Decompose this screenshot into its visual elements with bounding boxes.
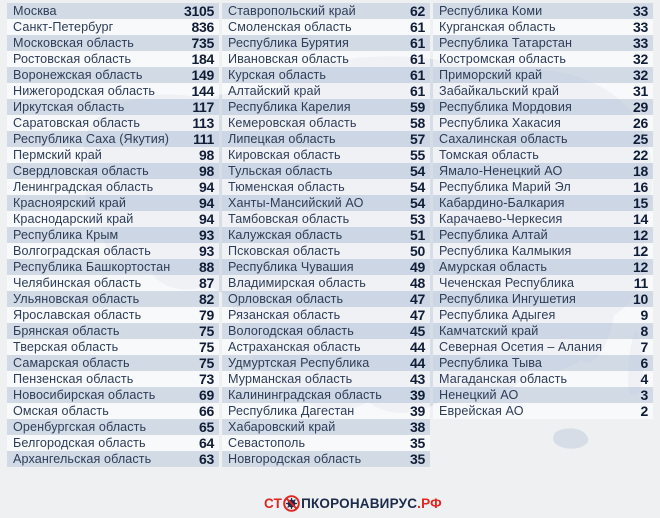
region-row [222, 371, 430, 387]
region-name: Ивановская область [228, 52, 349, 66]
region-name: Новгородская область [228, 452, 362, 466]
region-value: 32 [633, 67, 648, 83]
region-row [433, 195, 653, 211]
region-row [433, 163, 653, 179]
region-row [222, 259, 430, 275]
region-name: Пермский край [13, 148, 102, 162]
region-row [222, 115, 430, 131]
region-name: Ставропольский край [228, 4, 356, 18]
region-row [433, 307, 653, 323]
region-name: Магаданская область [439, 372, 568, 386]
region-value: 14 [633, 211, 648, 227]
region-name: Республика Чувашия [228, 260, 354, 274]
region-name: Пензенская область [13, 372, 134, 386]
stats-column-1 [7, 3, 219, 467]
region-value: 65 [199, 419, 214, 435]
region-name: Тюменская область [228, 180, 345, 194]
region-row [7, 115, 219, 131]
region-row [222, 291, 430, 307]
region-row [7, 19, 219, 35]
region-name: Брянская область [13, 324, 120, 338]
stats-column-2 [222, 3, 430, 467]
region-value: 45 [410, 323, 425, 339]
region-row [433, 243, 653, 259]
region-row [433, 35, 653, 51]
region-value: 94 [199, 195, 214, 211]
region-value: 75 [199, 323, 214, 339]
region-value: 33 [633, 19, 648, 35]
region-row [433, 211, 653, 227]
region-name: Тульская область [228, 164, 333, 178]
region-name: Еврейская АО [439, 404, 524, 418]
region-row [7, 211, 219, 227]
region-row [222, 67, 430, 83]
region-name: Иркутская область [13, 100, 125, 114]
region-name: Севастополь [228, 436, 306, 450]
region-name: Республика Крым [13, 228, 119, 242]
region-name: Ярославская область [13, 308, 142, 322]
region-name: Хабаровский край [228, 420, 336, 434]
region-value: 58 [410, 115, 425, 131]
region-row [433, 115, 653, 131]
region-name: Архангельская область [13, 452, 152, 466]
region-row [7, 451, 219, 467]
region-value: 66 [199, 403, 214, 419]
region-value: 54 [410, 163, 425, 179]
region-value: 113 [192, 115, 214, 131]
region-name: Республика Дагестан [228, 404, 355, 418]
region-value: 88 [199, 259, 214, 275]
region-row [222, 19, 430, 35]
region-value: 69 [199, 387, 214, 403]
region-value: 47 [410, 307, 425, 323]
region-row [7, 83, 219, 99]
region-name: Белгородская область [13, 436, 146, 450]
region-name: Республика Башкортостан [13, 260, 171, 274]
region-row [433, 131, 653, 147]
region-row [222, 243, 430, 259]
region-row [222, 339, 430, 355]
region-row [433, 323, 653, 339]
region-row [433, 227, 653, 243]
region-row [222, 179, 430, 195]
region-value: 62 [410, 3, 425, 19]
region-row [433, 387, 653, 403]
region-value: 31 [633, 83, 648, 99]
region-name: Вологодская область [228, 324, 354, 338]
region-value: 61 [410, 83, 425, 99]
region-name: Рязанская область [228, 308, 341, 322]
region-name: Санкт-Петербург [13, 20, 114, 34]
region-value: 15 [633, 195, 648, 211]
region-name: Москва [13, 4, 57, 18]
region-row [7, 35, 219, 51]
logo-text-suffix: .РФ [417, 495, 442, 511]
region-name: Ростовская область [13, 52, 132, 66]
region-value: 16 [633, 179, 648, 195]
region-value: 87 [199, 275, 214, 291]
region-value: 11 [633, 275, 648, 291]
region-name: Северная Осетия – Алания [439, 340, 603, 354]
region-value: 12 [633, 227, 648, 243]
region-value: 94 [199, 211, 214, 227]
region-value: 25 [633, 131, 648, 147]
region-row [433, 3, 653, 19]
region-row [222, 51, 430, 67]
region-name: Республика Тыва [439, 356, 542, 370]
region-row [7, 67, 219, 83]
region-row [222, 275, 430, 291]
region-value: 35 [410, 451, 425, 467]
region-value: 63 [199, 451, 214, 467]
region-name: Мурманская область [228, 372, 353, 386]
region-row [222, 451, 430, 467]
region-row [7, 227, 219, 243]
region-name: Тверская область [13, 340, 119, 354]
region-name: Приморский край [439, 68, 543, 82]
region-value: 53 [410, 211, 425, 227]
region-name: Саратовская область [13, 116, 141, 130]
region-value: 79 [199, 307, 214, 323]
region-value: 39 [410, 387, 425, 403]
region-name: Омская область [13, 404, 109, 418]
region-name: Орловская область [228, 292, 344, 306]
region-name: Краснодарский край [13, 212, 134, 226]
region-name: Республика Бурятия [228, 36, 349, 50]
region-value: 75 [199, 339, 214, 355]
region-row [222, 323, 430, 339]
region-row [7, 291, 219, 307]
region-value: 93 [199, 243, 214, 259]
region-value: 64 [199, 435, 214, 451]
region-name: Амурская область [439, 260, 547, 274]
region-row [222, 307, 430, 323]
region-name: Кировская область [228, 148, 341, 162]
region-name: Самарская область [13, 356, 130, 370]
region-name: Псковская область [228, 244, 341, 258]
region-name: Республика Хакасия [439, 116, 561, 130]
region-value: 94 [199, 179, 214, 195]
region-value: 73 [199, 371, 214, 387]
region-row [433, 83, 653, 99]
region-name: Калужская область [228, 228, 343, 242]
region-name: Карачаево-Черкесия [439, 212, 563, 226]
region-value: 54 [410, 179, 425, 195]
region-row [433, 179, 653, 195]
region-value: 38 [410, 419, 425, 435]
region-name: Забайкальский край [439, 84, 560, 98]
region-name: Сахалинская область [439, 132, 568, 146]
region-name: Республика Ингушетия [439, 292, 576, 306]
region-row [222, 227, 430, 243]
region-value: 3 [640, 387, 648, 403]
region-name: Оренбургская область [13, 420, 147, 434]
region-name: Республика Марий Эл [439, 180, 571, 194]
region-row [222, 387, 430, 403]
region-name: Тамбовская область [228, 212, 350, 226]
region-value: 184 [191, 51, 214, 67]
region-value: 48 [410, 275, 425, 291]
region-value: 32 [633, 51, 648, 67]
region-value: 9 [640, 307, 648, 323]
region-value: 33 [633, 35, 648, 51]
region-row [7, 195, 219, 211]
region-value: 61 [410, 35, 425, 51]
region-row [7, 3, 219, 19]
region-row [7, 275, 219, 291]
region-name: Ханты-Мансийский АО [228, 196, 364, 210]
region-name: Республика Коми [439, 4, 543, 18]
region-value: 10 [633, 291, 648, 307]
region-name: Курганская область [439, 20, 556, 34]
region-name: Республика Татарстан [439, 36, 573, 50]
region-name: Челябинская область [13, 276, 142, 290]
region-name: Кабардино-Балкария [439, 196, 565, 210]
region-value: 735 [191, 35, 214, 51]
region-row [7, 259, 219, 275]
region-row [7, 355, 219, 371]
region-value: 3105 [184, 3, 214, 19]
region-name: Ненецкий АО [439, 388, 519, 402]
region-row [433, 51, 653, 67]
region-row [7, 339, 219, 355]
region-row [433, 19, 653, 35]
region-name: Курская область [228, 68, 327, 82]
region-row [222, 35, 430, 51]
region-name: Красноярский край [13, 196, 127, 210]
region-row [7, 147, 219, 163]
region-value: 51 [410, 227, 425, 243]
region-name: Республика Мордовия [439, 100, 572, 114]
region-row [433, 339, 653, 355]
region-row [222, 211, 430, 227]
region-row [222, 195, 430, 211]
region-value: 50 [410, 243, 425, 259]
region-row [433, 355, 653, 371]
region-value: 93 [199, 227, 214, 243]
region-row [7, 371, 219, 387]
region-row [222, 403, 430, 419]
region-value: 117 [192, 99, 214, 115]
region-row [7, 435, 219, 451]
region-value: 18 [633, 163, 648, 179]
region-value: 39 [410, 403, 425, 419]
region-row [433, 147, 653, 163]
region-row [222, 355, 430, 371]
region-value: 836 [191, 19, 214, 35]
region-row [7, 419, 219, 435]
region-value: 61 [410, 67, 425, 83]
region-value: 12 [633, 259, 648, 275]
region-value: 75 [199, 355, 214, 371]
region-value: 144 [191, 83, 214, 99]
virus-prohibition-icon [283, 495, 300, 512]
region-value: 35 [410, 435, 425, 451]
region-value: 8 [640, 323, 648, 339]
region-value: 6 [640, 355, 648, 371]
region-row [433, 99, 653, 115]
region-name: Смоленская область [228, 20, 352, 34]
region-value: 29 [633, 99, 648, 115]
region-value: 59 [410, 99, 425, 115]
region-row [433, 291, 653, 307]
region-name: Костромская область [439, 52, 567, 66]
region-row [7, 403, 219, 419]
region-row [7, 387, 219, 403]
region-value: 7 [640, 339, 648, 355]
stats-column-3 [433, 3, 653, 419]
region-row [433, 259, 653, 275]
region-value: 61 [410, 51, 425, 67]
region-name: Удмуртская Республика [228, 356, 370, 370]
region-row [222, 3, 430, 19]
region-row [7, 243, 219, 259]
region-value: 12 [633, 243, 648, 259]
region-name: Камчатский край [439, 324, 539, 338]
region-name: Томская область [439, 148, 539, 162]
region-value: 49 [410, 259, 425, 275]
region-value: 2 [640, 403, 648, 419]
region-value: 111 [193, 131, 214, 147]
region-row [7, 307, 219, 323]
region-row [222, 83, 430, 99]
region-row [7, 99, 219, 115]
region-name: Воронежская область [13, 68, 143, 82]
region-name: Республика Адыгея [439, 308, 556, 322]
region-name: Республика Карелия [228, 100, 351, 114]
region-row [7, 131, 219, 147]
region-row [7, 179, 219, 195]
region-row [222, 131, 430, 147]
region-row [433, 67, 653, 83]
region-row [222, 435, 430, 451]
region-value: 26 [633, 115, 648, 131]
region-row [433, 275, 653, 291]
region-value: 54 [410, 195, 425, 211]
region-value: 98 [199, 147, 214, 163]
region-name: Республика Саха (Якутия) [13, 132, 170, 146]
region-row [433, 371, 653, 387]
region-value: 149 [191, 67, 214, 83]
region-name: Липецкая область [228, 132, 336, 146]
region-name: Калининградская область [228, 388, 382, 402]
region-value: 44 [410, 339, 425, 355]
region-name: Владимирская область [228, 276, 366, 290]
region-row [222, 419, 430, 435]
region-value: 61 [410, 19, 425, 35]
region-value: 33 [633, 3, 648, 19]
region-row [222, 163, 430, 179]
region-name: Свердловская область [13, 164, 149, 178]
region-name: Чеченская Республика [439, 276, 575, 290]
region-value: 4 [640, 371, 648, 387]
region-name: Астраханская область [228, 340, 361, 354]
region-row [7, 163, 219, 179]
region-name: Ульяновская область [13, 292, 140, 306]
region-value: 22 [633, 147, 648, 163]
region-name: Ямало-Ненецкий АО [439, 164, 563, 178]
region-name: Алтайский край [228, 84, 321, 98]
logo-text-middle: ПКОРОНАВИРУС [301, 495, 418, 511]
region-name: Волгоградская область [13, 244, 151, 258]
region-row [222, 147, 430, 163]
region-row [7, 51, 219, 67]
region-name: Республика Калмыкия [439, 244, 572, 258]
region-name: Московская область [13, 36, 134, 50]
region-value: 47 [410, 291, 425, 307]
region-name: Кемеровская область [228, 116, 357, 130]
stopcoronavirus-logo [264, 493, 442, 513]
region-row [222, 99, 430, 115]
region-value: 82 [199, 291, 214, 307]
region-row [7, 323, 219, 339]
region-name: Нижегородская область [13, 84, 156, 98]
region-value: 43 [410, 371, 425, 387]
region-value: 98 [199, 163, 214, 179]
region-value: 57 [410, 131, 425, 147]
region-name: Ленинградская область [13, 180, 154, 194]
region-name: Новосибирская область [13, 388, 156, 402]
logo-text-prefix: СТ [264, 495, 283, 511]
region-value: 55 [410, 147, 425, 163]
region-row [433, 403, 653, 419]
region-name: Республика Алтай [439, 228, 548, 242]
region-value: 44 [410, 355, 425, 371]
